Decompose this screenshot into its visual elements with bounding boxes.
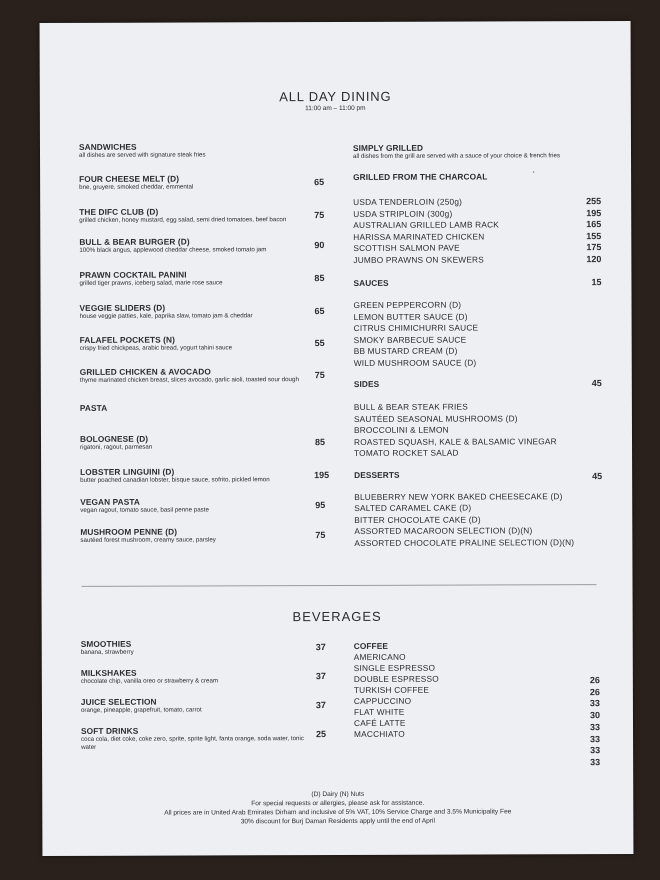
item-name: USDA TENDERLOIN (250g): [353, 196, 463, 207]
item-name: HARISSA MARINATED CHICKEN: [353, 230, 485, 242]
item-description: grilled chicken, honey mustard, egg salad, semi dried tomatoes, beef bacon: [79, 216, 287, 224]
menu-item: [80, 526, 325, 545]
item-price: 37: [315, 700, 326, 711]
menu-item: [81, 725, 326, 752]
menu-item: [80, 366, 325, 385]
item-name: VEGGIE SLIDERS (D): [79, 302, 166, 313]
item-description: 100% black angus, applewood cheddar cheese, smoked tomato jam: [79, 246, 267, 254]
list-item: SMOKY BARBECUE SAUCE: [353, 334, 467, 345]
item-price: 255: [586, 196, 602, 207]
item-price: 65: [314, 306, 325, 317]
list-item: [353, 219, 601, 231]
coffee-list: [354, 651, 600, 740]
sauces-header: [353, 277, 601, 288]
item-description: crispy fried chickpeas, arabic bread, yogurt tahini sauce: [79, 344, 233, 352]
list-item: [353, 208, 601, 220]
menu-item: [79, 173, 324, 192]
item-price: 75: [315, 530, 326, 541]
item-description: banana, strawberry: [80, 648, 134, 656]
item-name: MUSHROOM PENNE (D): [80, 526, 178, 537]
list-item: [353, 196, 601, 208]
section-heading-sauces: SAUCES: [353, 277, 389, 288]
allergen-legend: (D) Dairy (N) Nuts: [311, 790, 365, 799]
list-item: BULL & BEAR STEAK FRIES: [353, 401, 468, 412]
list-item: WILD MUSHROOM SAUCE (D): [353, 357, 477, 368]
item-name: USDA STRIPLOIN (300g): [353, 208, 453, 219]
grill-list: [353, 196, 601, 266]
item-price: 90: [314, 240, 325, 251]
item-price: 155: [586, 230, 602, 241]
list-item: BB MUSTARD CREAM (D): [353, 345, 458, 356]
item-price: 120: [586, 253, 602, 264]
section-heading-sandwiches: SANDWICHES: [78, 141, 137, 152]
menu-item: [80, 302, 325, 321]
item-price: 85: [314, 273, 325, 284]
list-item: AMERICANO: [353, 651, 406, 662]
list-item: DOUBLE ESPRESSO: [353, 673, 439, 684]
item-name: AUSTRALIAN GRILLED LAMB RACK: [353, 219, 500, 230]
item-description: grilled tiger prawns, iceberg salad, marie rose sauce: [79, 279, 223, 287]
item-description: rigatoni, ragout, parmesan: [80, 443, 153, 451]
item-price: 195: [586, 207, 602, 218]
item-price: 195: [314, 470, 330, 481]
pen-mark: ': [533, 171, 535, 179]
list-item: MACCHIATO: [354, 728, 405, 739]
item-description: orange, pineapple, grapefruit, tomato, carrot: [80, 706, 202, 714]
item-price: 175: [586, 242, 602, 253]
item-price: 30: [589, 710, 600, 721]
item-name: SCOTTISH SALMON PAVE: [353, 242, 460, 253]
item-price: 26: [589, 686, 600, 697]
grill-subheading: GRILLED FROM THE CHARCOAL: [353, 171, 488, 182]
item-price: 33: [590, 733, 601, 744]
item-price: 37: [315, 671, 326, 682]
item-description: chocolate chip, vanilla oreo or strawberry & cream: [80, 677, 219, 685]
list-item: BITTER CHOCOLATE CAKE (D): [354, 513, 481, 525]
grill-subtitle: all dishes from the grill are served with a sauce of your choice & french fries: [353, 152, 561, 160]
section-heading-pasta: PASTA: [79, 402, 108, 413]
item-description: thyme marinated chicken breast, slices avocado, garlic aioli, toasted sour dough: [79, 376, 299, 384]
item-name: MILKSHAKES: [80, 667, 137, 678]
item-name: BOLOGNESE (D): [79, 433, 149, 444]
desserts-price: 45: [592, 470, 603, 481]
item-description: coca cola, diet coke, coke zero, sprite, sprite light, fanta orange, soda water, tonic water: [81, 735, 304, 751]
opening-hours: 11:00 am – 11:00 pm: [305, 104, 366, 113]
list-item: SALTED CARAMEL CAKE (D): [354, 502, 472, 513]
item-name: JUICE SELECTION: [80, 696, 157, 707]
item-description: house veggie patties, kale, paprika slaw, tomato jam & cheddar: [79, 312, 253, 320]
coffee-prices: [590, 675, 600, 769]
beverages-left-column: [81, 638, 326, 752]
item-name: LOBSTER LINGUINI (D): [80, 466, 175, 477]
beverages-title: BEVERAGES: [292, 608, 382, 625]
menu-item: [81, 667, 326, 686]
discount-note: 30% discount for Burj Daman Residents apply until the end of April: [240, 817, 435, 826]
list-item: SAUTÉED SEASONAL MUSHROOMS (D): [353, 412, 518, 424]
item-price: 75: [314, 210, 325, 221]
item-name: JUMBO PRAWNS ON SKEWERS: [353, 253, 485, 265]
footer-notes: [42, 789, 633, 827]
menu-item: [80, 334, 325, 353]
special-requests-note: For special requests or allergies, please ask for assistance.: [251, 799, 425, 808]
section-heading-sides: SIDES: [353, 378, 380, 389]
item-name: FALAFEL POCKETS (N): [79, 334, 175, 345]
list-item: ASSORTED CHOCOLATE PRALINE SELECTION (D)(N): [354, 536, 575, 548]
menu-item: [79, 206, 324, 225]
sandwiches-subtitle: all dishes are served with signature steak fries: [78, 151, 206, 159]
item-description: vegan ragout, tomato sauce, basil penne paste: [80, 506, 209, 514]
item-price: 25: [315, 729, 327, 740]
section-heading-desserts: DESSERTS: [354, 469, 400, 480]
desserts-list: [354, 491, 602, 549]
menu-item: [80, 466, 330, 485]
section-heading-coffee: COFFEE: [353, 640, 388, 651]
menu-item: [81, 638, 326, 657]
list-item: ROASTED SQUASH, KALE & BALSAMIC VINEGAR: [353, 435, 557, 447]
list-item: ASSORTED MACAROON SELECTION (D)(N): [354, 525, 533, 536]
item-price: 33: [590, 745, 601, 756]
item-name: BULL & BEAR BURGER (D): [79, 236, 190, 247]
item-name: VEGAN PASTA: [80, 496, 141, 507]
item-name: SMOOTHIES: [80, 638, 132, 649]
list-item: TURKISH COFFEE: [353, 684, 430, 695]
list-item: BLUEBERRY NEW YORK BAKED CHEESECAKE (D): [354, 490, 563, 502]
menu-item: [80, 433, 325, 452]
list-item: FLAT WHITE: [353, 706, 405, 717]
desserts-header: [354, 469, 602, 480]
list-item: [353, 242, 601, 254]
item-name: GRILLED CHICKEN & AVOCADO: [79, 366, 211, 377]
sauces-price: 15: [591, 277, 602, 288]
item-description: bne, gruyere, smoked cheddar, emmental: [79, 183, 194, 191]
list-item: LEMON BUTTER SAUCE (D): [353, 311, 468, 322]
sides-header: [354, 378, 602, 389]
sides-price: 45: [591, 378, 602, 389]
item-price: 65: [314, 177, 325, 188]
menu-item: [79, 236, 324, 255]
menu-title: ALL DAY DINING: [279, 88, 392, 105]
list-item: TOMATO ROCKET SALAD: [354, 447, 459, 458]
item-price: 165: [586, 219, 602, 230]
item-description: sautéed forest mushroom, creamy sauce, parsley: [80, 536, 216, 544]
right-column: [353, 142, 602, 549]
menu-item: [80, 496, 325, 515]
list-item: CAFÉ LATTE: [353, 717, 406, 728]
item-description: butter poached canadian lobster, bisque sauce, sofrito, pickled lemon: [80, 476, 270, 484]
item-price: 75: [314, 370, 325, 381]
list-item: BROCCOLINI & LEMON: [353, 424, 449, 435]
list-item: CITRUS CHIMICHURRI SAUCE: [353, 322, 479, 333]
item-name: SOFT DRINKS: [81, 725, 139, 736]
item-price: 33: [589, 721, 601, 732]
sides-list: [354, 401, 602, 459]
pricing-note: All prices are in United Arab Emirates Dirham and inclusive of 5% VAT, 10% Service Charge and 3.5% Municipality Fee: [164, 808, 512, 817]
section-divider: [82, 584, 597, 587]
menu-item: [81, 696, 326, 715]
list-item: [353, 254, 601, 266]
item-price: 55: [314, 338, 325, 349]
item-price: 33: [589, 698, 600, 709]
item-price: 95: [315, 500, 326, 511]
menu-paper: [40, 21, 634, 856]
list-item: GREEN PEPPERCORN (D): [353, 299, 462, 310]
list-item: CAPPUCCINO: [353, 695, 412, 706]
item-name: THE DIFC CLUB (D): [79, 206, 159, 217]
list-item: [353, 231, 601, 243]
item-price: 37: [315, 642, 326, 653]
item-price: 26: [589, 675, 600, 686]
item-name: FOUR CHEESE MELT (D): [79, 173, 180, 184]
item-name: PRAWN COCKTAIL PANINI: [79, 269, 187, 280]
coffee-column: [353, 640, 601, 768]
sauces-list: [354, 299, 602, 369]
item-price: 85: [314, 437, 326, 448]
section-heading-grill: SIMPLY GRILLED: [352, 142, 424, 153]
list-item: SINGLE ESPRESSO: [353, 662, 436, 673]
left-column: [78, 141, 330, 545]
item-price: 33: [590, 757, 601, 768]
menu-item: [79, 269, 324, 288]
